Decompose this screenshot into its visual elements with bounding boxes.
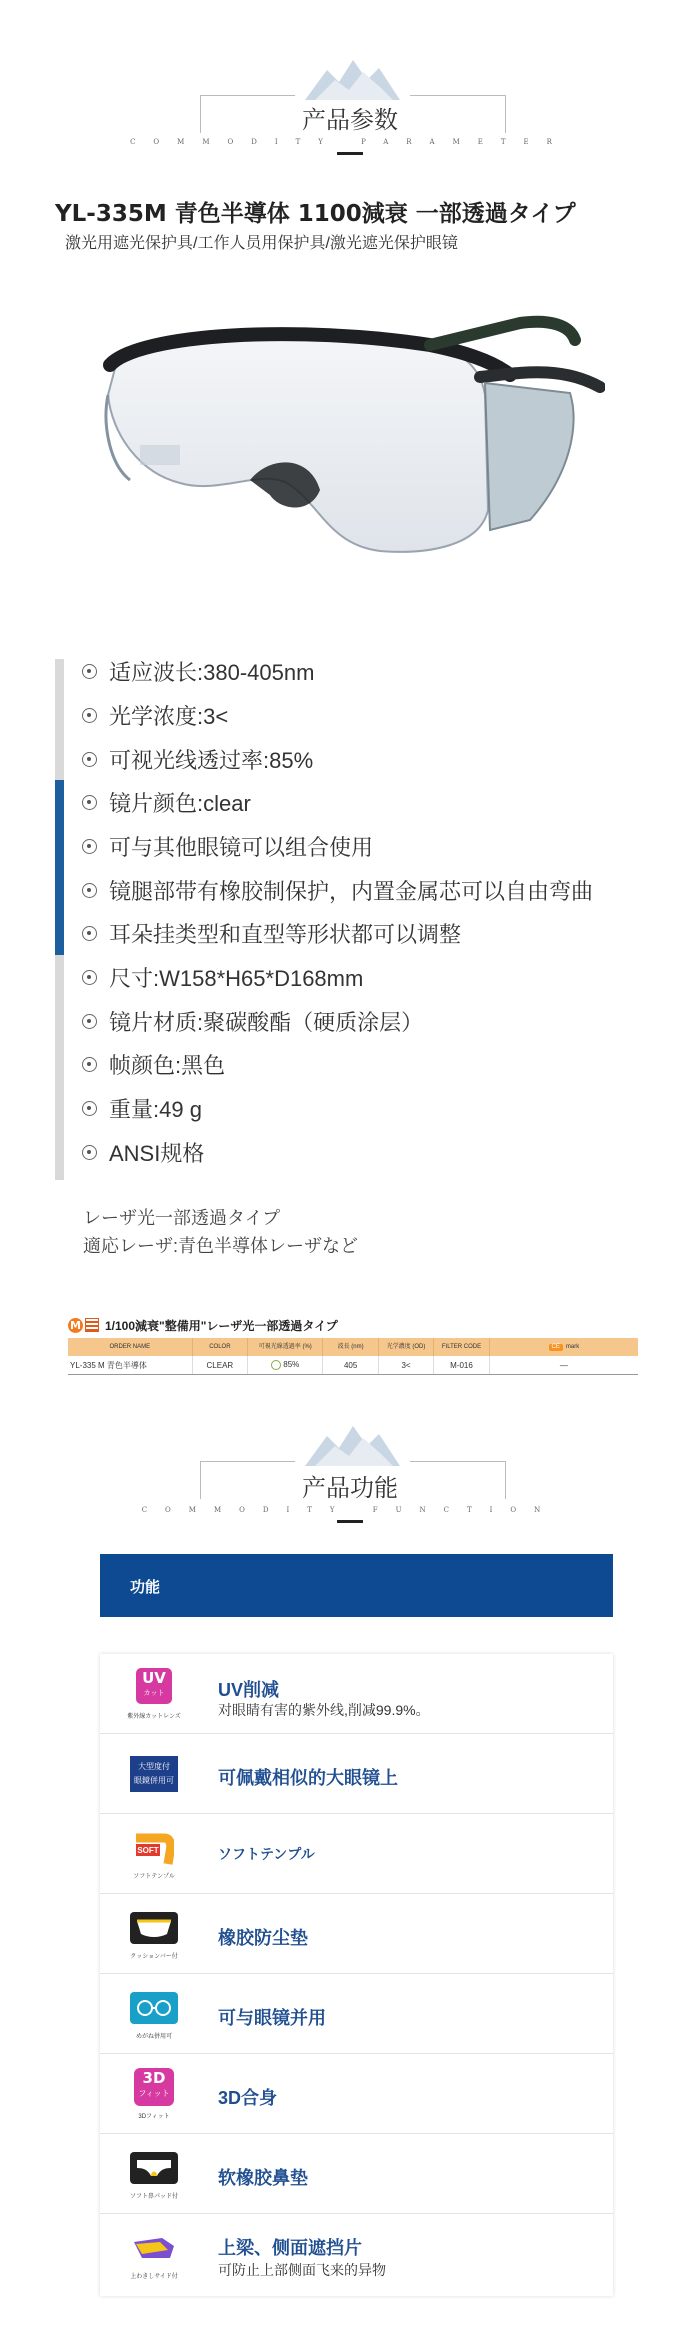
feature-row (100, 1974, 613, 2054)
fit-3d-icon: 3D フィット 3Dフィット (126, 2068, 182, 2120)
spec-item (82, 875, 593, 906)
bullet-icon (82, 664, 97, 679)
spec-item (82, 700, 228, 731)
note-line: 適応レーザ:青色半導体レーザなど (83, 1236, 358, 1256)
spec-item (82, 918, 461, 949)
bullet-icon (82, 1014, 97, 1029)
table-title: 1/100減衰"整備用"レーザ光一部透過タイプ (105, 1318, 338, 1333)
cushion-bar-icon: クッションバー付 (126, 1908, 182, 1960)
table-header: 光学濃度 (OD) (378, 1338, 433, 1356)
product-subtitle: 激光用遮光保护具/工作人员用保护具/激光遮光保护眼镜 (65, 235, 458, 252)
bullet-icon (82, 1145, 97, 1160)
spec-text: 可与其他眼镜可以组合使用 (109, 835, 374, 860)
feature-row (100, 1894, 613, 1974)
table-header: ORDER NAME (68, 1338, 192, 1356)
spec-item (82, 744, 313, 775)
table-header: 可視光線透過率 (%) (248, 1338, 323, 1356)
spec-bar-bottom (55, 955, 64, 1180)
spec-text: ANSI规格 (109, 1141, 205, 1166)
spec-item (82, 656, 314, 687)
spec-text: 可视光线透过率:85% (109, 748, 314, 773)
spec-table (68, 1316, 638, 1375)
spec-text: 帧颜色:黑色 (109, 1053, 226, 1078)
ce-badge: CE (549, 1344, 563, 1351)
spec-text: 光学浓度:3< (109, 704, 229, 729)
section-header-parameter (0, 58, 700, 168)
function-banner-label: 功能 (130, 1579, 161, 1596)
spec-text: 重量:49 g (109, 1097, 202, 1122)
feature-desc: 对眼睛有害的紫外线,削减99.9%。 (218, 1702, 430, 1718)
table-header: 波長 (nm) (323, 1338, 378, 1356)
function-list (100, 1654, 613, 2296)
mountain-icon (305, 1424, 400, 1466)
section-subtitle: COMMODITY PARAMETER (130, 138, 570, 146)
feature-row (100, 2214, 613, 2294)
bullet-icon (82, 970, 97, 985)
feature-row (100, 1734, 613, 1814)
bullet-icon (82, 926, 97, 941)
feature-title: 可佩戴相似的大眼镜上 (218, 1768, 398, 1788)
feature-title: ソフトテンプル (218, 1846, 315, 1862)
bullet-icon (82, 1057, 97, 1072)
bullet-icon (82, 708, 97, 723)
feature-row (100, 1814, 613, 1894)
spec-text: 适应波长:380-405nm (109, 660, 315, 685)
spec-item (82, 787, 251, 818)
glasses-combo-icon: めがね併用可 (126, 1988, 182, 2040)
feature-title: 可与眼镜并用 (218, 2008, 326, 2028)
soft-temple-icon: SOFT ソフトテンプル (126, 1828, 182, 1880)
feature-row (100, 2054, 613, 2134)
table-cell: 405 (323, 1356, 378, 1375)
table-cell: 3< (378, 1356, 433, 1375)
spec-text: 镜片材质:聚碳酸酯（硬质涂层） (109, 1010, 424, 1035)
mountain-icon (305, 58, 400, 100)
large-glasses-icon: 大型度付 眼鏡併用可 (126, 1748, 182, 1800)
table-cell: YL-335 M 青色半導体 (68, 1356, 192, 1375)
mark-label: mark (565, 1343, 580, 1350)
transmittance-value: 85% (283, 1360, 300, 1370)
spec-bar-accent (55, 780, 64, 955)
section-subtitle: COMMODITY FUNCTION (141, 1506, 559, 1514)
feature-title: UV削减 (218, 1680, 280, 1700)
svg-text:SOFT: SOFT (137, 1846, 159, 1855)
table-header: FILTER CODE (434, 1338, 490, 1356)
spec-item (82, 831, 373, 862)
table-header-mark (489, 1338, 638, 1356)
table-cell: — (489, 1356, 638, 1375)
bullet-icon (82, 795, 97, 810)
function-banner (100, 1554, 613, 1617)
feature-row (100, 2134, 613, 2214)
table-header: COLOR (192, 1338, 248, 1356)
uv-cut-icon: UV カット 紫外線カットレンズ (127, 1669, 181, 1720)
spec-item (82, 1137, 204, 1168)
feature-row (100, 1654, 613, 1734)
feature-desc: 可防止上部侧面飞来的异物 (218, 2262, 386, 2278)
section-title: 产品参数 (302, 106, 398, 134)
ring-icon (271, 1360, 281, 1370)
spec-item (82, 1093, 202, 1124)
spec-text: 镜片颜色:clear (109, 791, 251, 816)
m-badge: M (68, 1318, 83, 1333)
product-title: YL-335M 青色半導体 1100減衰 一部透過タイプ (55, 201, 576, 227)
spec-text: 尺寸:W158*H65*D168mm (109, 966, 364, 991)
feature-title: 软橡胶鼻垫 (218, 2168, 308, 2188)
feature-title: 3D合身 (218, 2088, 278, 2108)
bullet-icon (82, 1101, 97, 1116)
spec-text: 镜腿部带有橡胶制保护，内置金属芯可以自由弯曲 (109, 879, 594, 904)
spec-text: 耳朵挂类型和直型等形状都可以调整 (109, 922, 462, 947)
table-cell: CLEAR (192, 1356, 248, 1375)
grid-icon (85, 1318, 99, 1332)
section-title: 产品功能 (302, 1474, 398, 1502)
spec-item (82, 962, 363, 993)
table-cell: M-016 (434, 1356, 490, 1375)
feature-title: 上梁、侧面遮挡片 (218, 2238, 362, 2258)
bullet-icon (82, 883, 97, 898)
feature-title: 橡胶防尘垫 (218, 1928, 308, 1948)
bullet-icon (82, 839, 97, 854)
note-line: レーザ光一部透過タイプ (83, 1208, 281, 1228)
side-shield-icon: 上わきしサイド付 (126, 2228, 182, 2280)
section-header-function (0, 1424, 700, 1534)
bullet-icon (82, 752, 97, 767)
table-row (68, 1356, 638, 1375)
table-cell-transmittance (248, 1356, 323, 1375)
nose-pad-icon: ソフト鼻パッド付 (126, 2148, 182, 2200)
spec-item (82, 1049, 225, 1080)
product-image-safety-glasses (100, 305, 605, 585)
spec-item (82, 1006, 423, 1037)
